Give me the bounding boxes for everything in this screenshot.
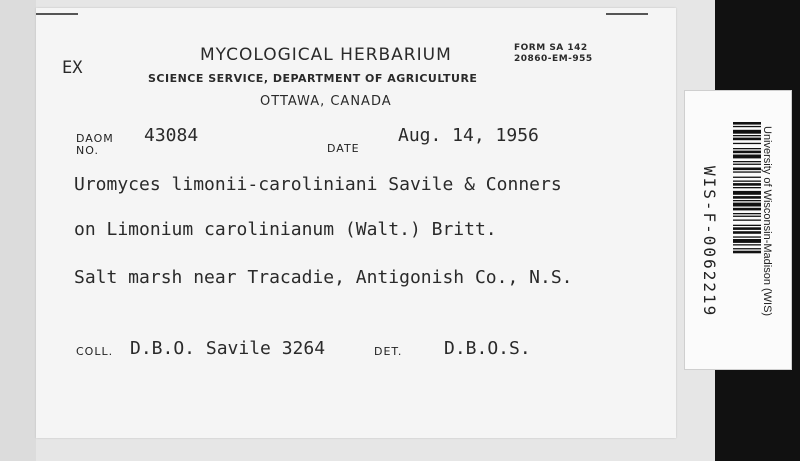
collector-value: D.B.O. Savile 3264 bbox=[130, 338, 326, 359]
species-name: Uromyces limonii-caroliniani Savile & Conners bbox=[74, 174, 562, 195]
barcode-bar bbox=[733, 208, 761, 211]
institution-name: University of Wisconsin-Madison (WIS) bbox=[761, 126, 773, 317]
determiner-label: DET. bbox=[374, 345, 403, 358]
department-line: SCIENCE SERVICE, DEPARTMENT OF AGRICULTURE bbox=[148, 72, 478, 85]
daom-number: 43084 bbox=[144, 125, 199, 146]
date-value: Aug. 14, 1956 bbox=[398, 125, 539, 146]
top-rule-right bbox=[606, 13, 648, 15]
barcode-bar bbox=[733, 171, 761, 172]
barcode-bar bbox=[733, 220, 761, 221]
barcode-bar bbox=[733, 155, 761, 159]
barcode-bar bbox=[733, 168, 761, 171]
barcode-bar bbox=[733, 138, 761, 141]
city-line: OTTAWA, CANADA bbox=[260, 94, 392, 109]
barcode-bar bbox=[733, 148, 761, 149]
barcode-bar bbox=[733, 203, 761, 207]
daom-no-label: NO. bbox=[76, 144, 99, 157]
date-label: DATE bbox=[327, 142, 360, 155]
barcode-bar bbox=[733, 181, 761, 182]
barcode-bar bbox=[733, 213, 761, 214]
form-code: 20860-EM-955 bbox=[514, 54, 593, 64]
barcode-bar bbox=[733, 122, 761, 125]
barcode-bar bbox=[733, 191, 761, 195]
barcode-bar bbox=[733, 130, 761, 134]
collector-label: COLL. bbox=[76, 345, 114, 358]
barcode-bar bbox=[733, 200, 761, 201]
barcode-bar bbox=[733, 164, 761, 165]
barcode-bar bbox=[733, 187, 761, 188]
barcode-bar bbox=[733, 126, 761, 127]
herbarium-title: MYCOLOGICAL HERBARIUM bbox=[200, 45, 452, 65]
barcode-bar bbox=[733, 244, 761, 245]
barcode-bar bbox=[733, 135, 761, 136]
barcode-bar bbox=[733, 196, 761, 199]
host-plant: on Limonium carolinianum (Walt.) Britt. bbox=[74, 219, 497, 240]
top-rule-left bbox=[36, 13, 78, 15]
barcode-bar bbox=[733, 216, 761, 217]
barcode-bar bbox=[733, 248, 761, 249]
barcode-bar bbox=[733, 227, 761, 230]
barcode-bar bbox=[733, 239, 761, 243]
form-number: FORM SA 142 bbox=[514, 43, 588, 53]
barcode-bar bbox=[733, 143, 761, 144]
catalog-id: WIS-F-0062219 bbox=[700, 166, 719, 318]
barcode-bar bbox=[733, 177, 761, 178]
barcode-bar bbox=[733, 225, 761, 226]
locality: Salt marsh near Tracadie, Antigonish Co., N.S. bbox=[74, 267, 573, 288]
barcode-bar bbox=[733, 251, 761, 254]
daom-label: DAOM bbox=[76, 132, 114, 145]
determiner-value: D.B.O.S. bbox=[444, 338, 531, 359]
barcode-bar bbox=[733, 231, 761, 234]
ex-prefix: EX bbox=[62, 58, 83, 78]
barcode-bar bbox=[733, 236, 761, 237]
barcode-image bbox=[733, 120, 761, 335]
barcode-bar bbox=[733, 161, 761, 162]
packet-flap bbox=[0, 0, 36, 461]
barcode-bar bbox=[733, 183, 761, 186]
barcode-bar bbox=[733, 151, 761, 154]
